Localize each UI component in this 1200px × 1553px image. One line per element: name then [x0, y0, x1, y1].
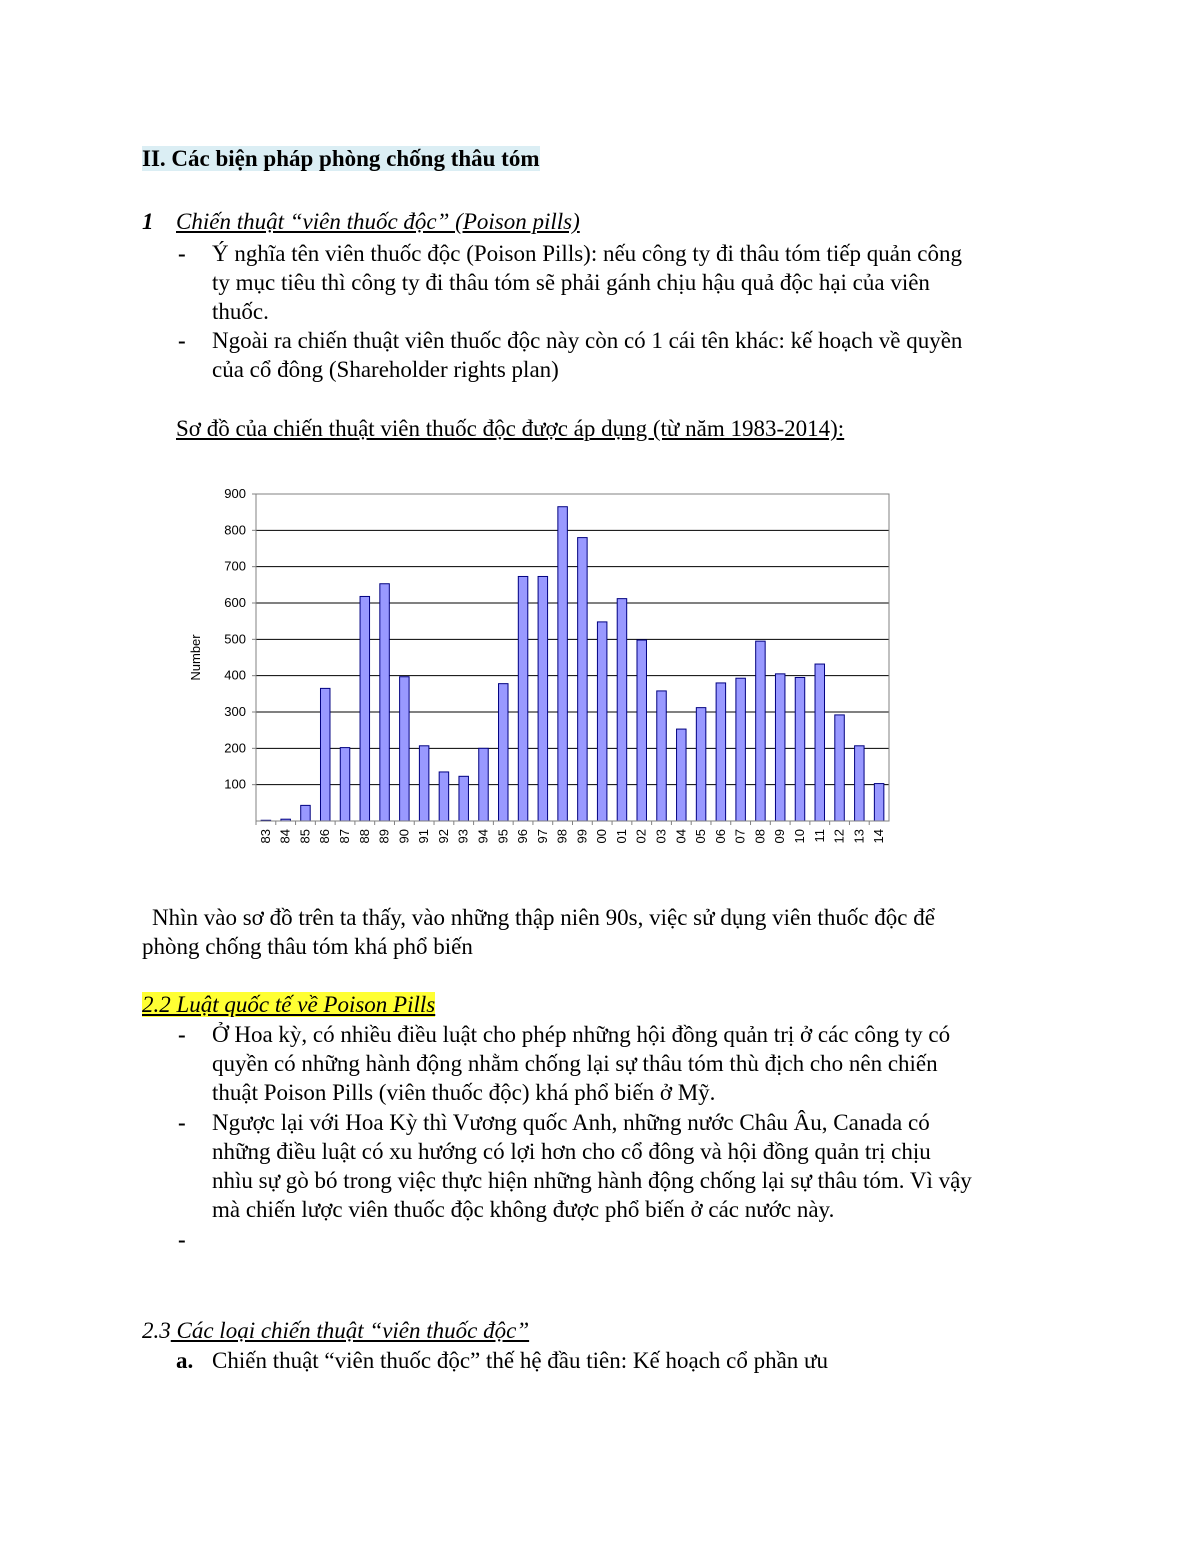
- y-tick-label: 600: [224, 595, 246, 610]
- bullet-line: mà chiến lược viên thuốc độc không được phổ biến ở các nước này.: [212, 1197, 835, 1222]
- list-item-text: Chiến thuật “viên thuốc độc” thế hệ đầu tiên: Kế hoạch cổ phần ưu: [212, 1348, 829, 1373]
- x-tick-label: 84: [277, 829, 293, 844]
- section-1-title: Chiến thuật “viên thuốc độc” (Poison pills): [176, 209, 580, 234]
- section-1-number: 1: [142, 209, 154, 234]
- bar-91: [419, 746, 428, 821]
- bar-88: [360, 596, 369, 821]
- y-tick-label: 400: [224, 667, 246, 683]
- conclusion-line: Nhìn vào sơ đồ trên ta thấy, vào những thập niên 90s, việc sử dụng viên thuốc độc để: [152, 905, 935, 930]
- bullet-line: Ở Hoa kỳ, có nhiều điều luật cho phép những hội đồng quản trị ở các công ty có: [212, 1022, 951, 1047]
- x-tick-label: 00: [594, 829, 610, 844]
- y-tick-label: 700: [224, 558, 246, 574]
- x-tick-label: 99: [574, 829, 590, 844]
- bar-11: [815, 664, 824, 821]
- conclusion-line: phòng chống thâu tóm khá phổ biến: [142, 934, 473, 959]
- bar-87: [340, 748, 349, 821]
- page-heading: II. Các biện pháp phòng chống thâu tóm: [142, 146, 540, 171]
- x-tick-label: 85: [297, 829, 313, 844]
- bullet-line: của cổ đông (Shareholder rights plan): [212, 357, 559, 382]
- bar-03: [657, 691, 666, 821]
- bar-00: [597, 622, 606, 821]
- bar-14: [874, 784, 883, 821]
- chart-caption: Sơ đồ của chiến thuật viên thuốc độc được áp dụng (từ năm 1983-2014):: [176, 416, 845, 441]
- bar-01: [617, 599, 626, 821]
- y-tick-label: 500: [224, 631, 246, 647]
- bullet-marker: -: [178, 328, 186, 353]
- x-tick-label: 95: [495, 829, 511, 844]
- bar-09: [775, 674, 784, 821]
- y-tick-label: 900: [224, 486, 246, 501]
- bullet-line: quyền có những hành động nhằm chống lại sự thâu tóm thù địch cho nên chiến: [212, 1051, 938, 1076]
- x-tick-label: 10: [791, 829, 807, 844]
- bar-94: [479, 748, 488, 821]
- bar-98: [558, 507, 567, 821]
- x-tick-label: 90: [396, 829, 412, 844]
- y-tick-label: 100: [224, 776, 246, 792]
- chart-plot-frame: [256, 494, 889, 821]
- x-tick-label: 04: [673, 829, 689, 844]
- bullet-marker: -: [178, 1110, 186, 1135]
- x-tick-label: 03: [653, 829, 669, 844]
- x-tick-label: 01: [613, 829, 629, 844]
- bar-89: [380, 584, 389, 821]
- x-tick-label: 02: [633, 829, 649, 844]
- bar-12: [835, 715, 844, 821]
- x-tick-label: 83: [257, 829, 273, 844]
- x-tick-label: 89: [376, 829, 392, 844]
- list-item-marker: a.: [176, 1348, 194, 1373]
- x-tick-label: 06: [712, 829, 728, 844]
- bar-05: [696, 708, 705, 821]
- bar-08: [756, 641, 765, 821]
- x-tick-label: 14: [871, 829, 887, 844]
- x-tick-label: 92: [435, 829, 451, 844]
- section-2-3-number: 2.3: [142, 1318, 171, 1343]
- bar-13: [855, 746, 864, 821]
- x-tick-label: 09: [772, 829, 788, 844]
- x-tick-label: 13: [851, 829, 867, 844]
- bar-90: [400, 677, 409, 821]
- bar-chart: [180, 482, 910, 862]
- bullet-line: Ngoài ra chiến thuật viên thuốc độc này còn có 1 cái tên khác: kế hoạch về quyền: [212, 328, 963, 353]
- x-tick-label: 93: [455, 829, 471, 844]
- x-tick-label: 08: [752, 829, 768, 844]
- bar-10: [795, 677, 804, 821]
- bar-04: [677, 729, 686, 821]
- bar-85: [301, 805, 310, 821]
- x-tick-label: 88: [356, 829, 372, 844]
- chart-bars: [261, 507, 884, 821]
- chart-y-axis-label: Number: [188, 634, 203, 681]
- section-2-3-title: Các loại chiến thuật “viên thuốc độc”: [170, 1318, 530, 1343]
- bullet-line: nhìu sự gò bó trong việc thực hiện những hành động chống lại sự thâu tóm. Vì vậy: [212, 1168, 972, 1193]
- chart-x-tick-labels: [258, 829, 886, 843]
- chart-y-tick-labels: [224, 486, 246, 792]
- x-tick-label: 86: [317, 829, 333, 844]
- bar-06: [716, 683, 725, 821]
- bullet-line: thuật Poison Pills (viên thuốc độc) khá phổ biến ở Mỹ.: [212, 1080, 716, 1105]
- bullet-line: Ngược lại với Hoa Kỳ thì Vương quốc Anh, những nước Châu Âu, Canada có: [212, 1110, 930, 1135]
- bullet-marker-empty: -: [178, 1227, 186, 1252]
- bar-96: [518, 576, 527, 821]
- bar-86: [320, 688, 329, 821]
- bullet-line: thuốc.: [212, 299, 269, 324]
- bar-99: [578, 538, 587, 821]
- section-2-3-heading: [142, 1318, 529, 1344]
- x-tick-label: 11: [811, 829, 827, 843]
- x-tick-label: 97: [534, 829, 550, 844]
- bullet-line: Ý nghĩa tên viên thuốc độc (Poison Pills): nếu công ty đi thâu tóm tiếp quản công: [212, 241, 962, 266]
- bar-92: [439, 772, 448, 821]
- bullet-marker: -: [178, 241, 186, 266]
- bullet-marker: -: [178, 1022, 186, 1047]
- x-tick-label: 98: [554, 829, 570, 844]
- bar-95: [499, 684, 508, 821]
- bullet-line: những điều luật có xu hướng có lợi hơn cho cổ đông và hội đồng quản trị chịu: [212, 1139, 931, 1164]
- x-tick-label: 07: [732, 829, 748, 844]
- section-2-2-title: 2.2 Luật quốc tế về Poison Pills: [142, 992, 436, 1017]
- bar-07: [736, 678, 745, 821]
- x-tick-label: 96: [515, 829, 531, 844]
- x-tick-label: 94: [475, 829, 491, 844]
- bar-02: [637, 640, 646, 821]
- y-tick-label: 300: [224, 704, 246, 719]
- y-tick-label: 800: [224, 522, 246, 538]
- bar-93: [459, 776, 468, 821]
- bar-97: [538, 576, 547, 821]
- x-tick-label: 87: [337, 829, 353, 844]
- bullet-line: ty mục tiêu thì công ty đi thâu tóm sẽ phải gánh chịu hậu quả độc hại của viên: [212, 270, 930, 295]
- x-tick-label: 12: [831, 829, 847, 844]
- x-tick-label: 91: [416, 829, 432, 844]
- x-tick-label: 05: [693, 829, 709, 844]
- y-tick-label: 200: [224, 740, 246, 756]
